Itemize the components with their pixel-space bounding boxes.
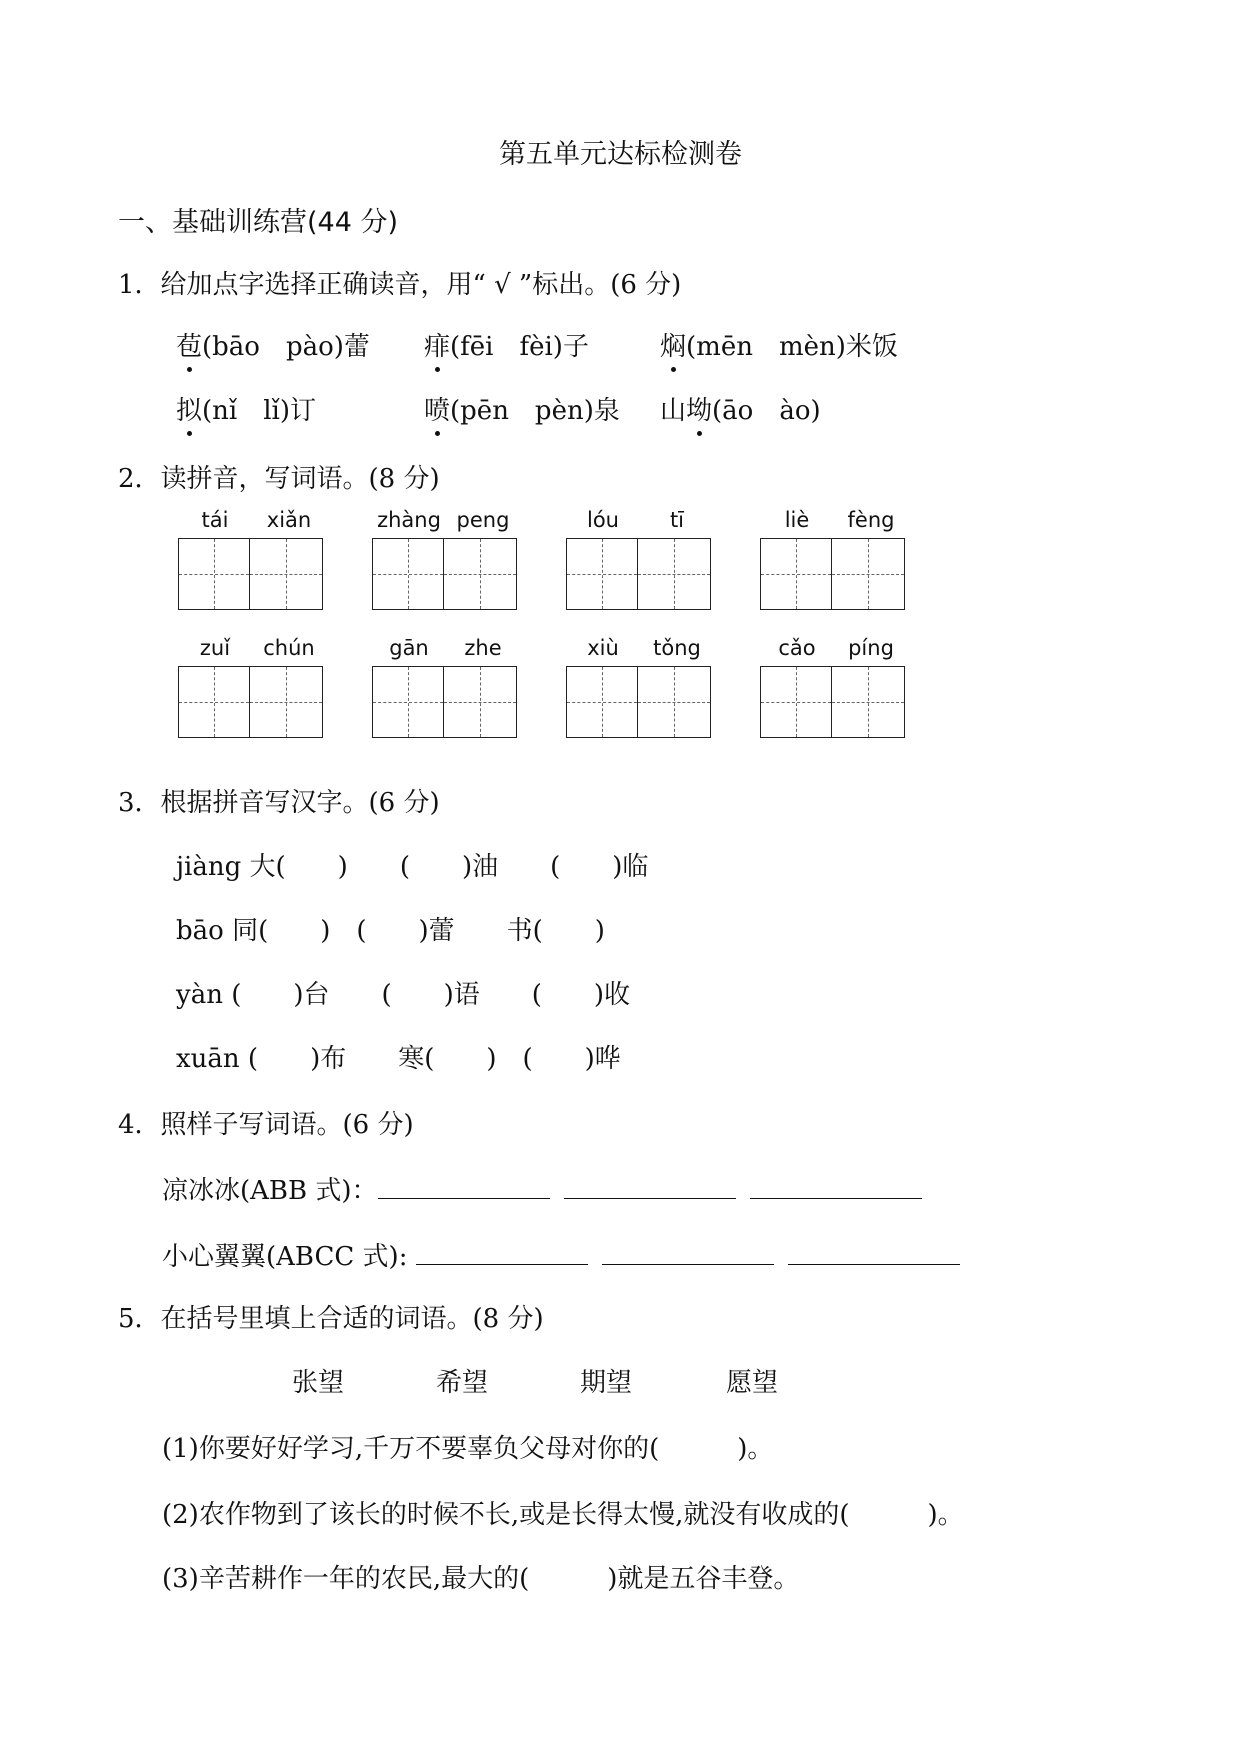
q5-sentence: (3)辛苦耕作一年的农民,最大的( )就是五谷丰登。: [162, 1564, 800, 1594]
pinyin-word-group: [372, 636, 520, 738]
tianzige-writing-box[interactable]: [832, 666, 905, 738]
answer-blank[interactable]: [602, 1240, 774, 1265]
word-option: 希望: [436, 1368, 489, 1398]
tianzige-writing-box[interactable]: [372, 666, 444, 738]
word-option: 期望: [580, 1368, 633, 1398]
pinyin-word-group: [178, 508, 326, 610]
pinyin-label: píng: [848, 636, 894, 660]
tianzige-writing-box[interactable]: [444, 666, 517, 738]
q4-abb-line: 凉冰冰(ABB 式)：: [162, 1170, 936, 1207]
pinyin-word-group: [372, 508, 520, 610]
q5-sentence: (2)农作物到了该长的时候不长,或是长得太慢,就没有收成的( )。: [162, 1500, 964, 1530]
question-5-prompt: 5．在括号里填上合适的词语。(8 分): [118, 1304, 544, 1334]
tianzige-writing-box[interactable]: [178, 538, 250, 610]
pinyin-label: tǒng: [653, 636, 701, 660]
pinyin-word-group: [760, 508, 908, 610]
tianzige-writing-box[interactable]: [760, 666, 832, 738]
answer-blank[interactable]: [788, 1240, 960, 1265]
tianzige-writing-box[interactable]: [178, 666, 250, 738]
q1-item: 山坳(āo ào): [660, 390, 821, 427]
answer-blank[interactable]: [564, 1174, 736, 1199]
q1-item: 拟(nǐ lǐ)订: [176, 390, 316, 427]
page-title: 第五单元达标检测卷: [499, 139, 742, 170]
pinyin-label: xiù: [587, 636, 619, 660]
q4-abcc-line: 小心翼翼(ABCC 式):: [162, 1236, 974, 1273]
question-4-prompt: 4．照样子写词语。(6 分): [118, 1110, 414, 1140]
pinyin-label: tī: [669, 508, 685, 532]
tianzige-writing-box[interactable]: [250, 666, 323, 738]
q3-line: yàn ( )台 ( )语 ( )收: [176, 980, 631, 1010]
pinyin-label: tái: [201, 508, 229, 532]
pinyin-label: gān: [389, 636, 429, 660]
pinyin-label: lóu: [587, 508, 619, 532]
word-option: 愿望: [726, 1368, 779, 1398]
question-1-prompt: 1．给加点字选择正确读音，用“ √ ”标出。(6 分): [118, 270, 682, 300]
tianzige-writing-box[interactable]: [372, 538, 444, 610]
pinyin-label: liè: [784, 508, 810, 532]
q3-line: xuān ( )布 寒( ) ( )哗: [176, 1044, 621, 1074]
tianzige-writing-box[interactable]: [638, 666, 711, 738]
pinyin-label: cǎo: [778, 636, 816, 660]
q1-item: 痱(fēi fèi)子: [424, 326, 589, 363]
tianzige-writing-box[interactable]: [444, 538, 517, 610]
pinyin-word-group: [566, 636, 714, 738]
pinyin-word-group: [760, 636, 908, 738]
word-option: 张望: [292, 1368, 345, 1398]
q1-item: 喷(pēn pèn)泉: [424, 390, 620, 427]
section-heading: 一、基础训练营(44 分): [118, 207, 399, 238]
tianzige-writing-box[interactable]: [832, 538, 905, 610]
q3-line: bāo 同( ) ( )蕾 书( ): [176, 916, 605, 946]
pinyin-label: peng: [456, 508, 510, 532]
question-3-prompt: 3．根据拼音写汉字。(6 分): [118, 788, 440, 818]
tianzige-writing-box[interactable]: [638, 538, 711, 610]
question-2-prompt: 2．读拼音，写词语。(8 分): [118, 464, 440, 494]
q1-item: 苞(bāo pào)蕾: [176, 326, 370, 363]
q3-line: jiàng 大( ) ( )油 ( )临: [176, 852, 649, 882]
q1-item: 焖(mēn mèn)米饭: [660, 326, 898, 363]
pinyin-label: fèng: [847, 508, 895, 532]
pinyin-label: xiǎn: [266, 508, 312, 532]
tianzige-writing-box[interactable]: [250, 538, 323, 610]
tianzige-writing-box[interactable]: [566, 538, 638, 610]
q5-sentence: (1)你要好好学习,千万不要辜负父母对你的( )。: [162, 1434, 774, 1464]
pinyin-word-group: [178, 636, 326, 738]
answer-blank[interactable]: [378, 1174, 550, 1199]
pinyin-label: zhe: [464, 636, 502, 660]
pinyin-label: zhàng: [377, 508, 441, 532]
pinyin-word-group: [566, 508, 714, 610]
pinyin-label: zuǐ: [199, 636, 231, 660]
pinyin-label: chún: [263, 636, 315, 660]
tianzige-writing-box[interactable]: [566, 666, 638, 738]
tianzige-writing-box[interactable]: [760, 538, 832, 610]
answer-blank[interactable]: [416, 1240, 588, 1265]
answer-blank[interactable]: [750, 1174, 922, 1199]
